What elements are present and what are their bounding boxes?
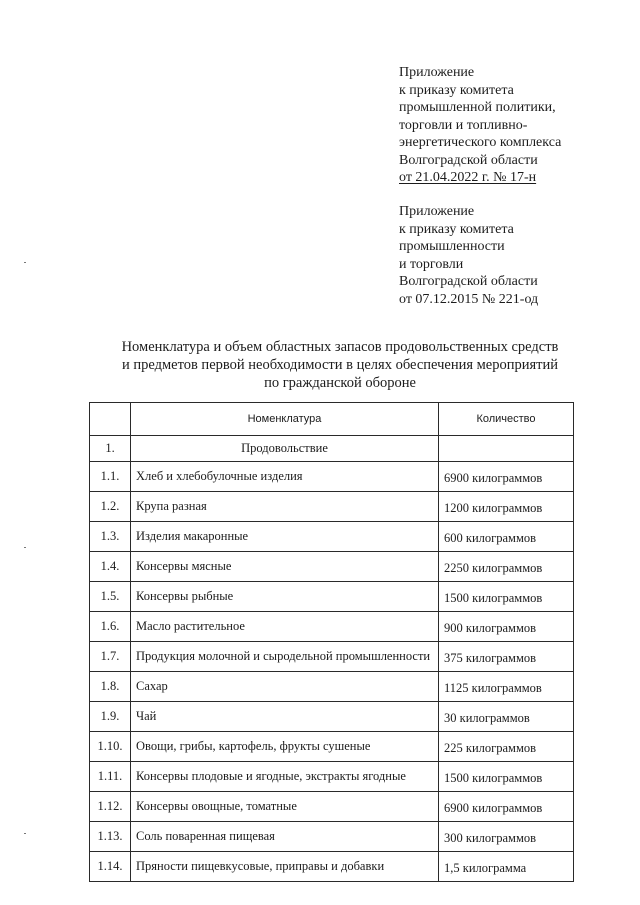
table-row: [90, 642, 574, 672]
title-line: по гражданской обороне: [264, 375, 416, 391]
row-quantity: 1,5 килограмма: [439, 852, 574, 882]
table-row: [90, 582, 574, 612]
appendix-line: к приказу комитета: [399, 221, 514, 237]
row-number: 1.6.: [90, 612, 131, 642]
title-line: и предметов первой необходимости в целях обеспечения мероприятий: [121, 357, 559, 373]
header-nomenclature: Номенклатура: [131, 403, 439, 436]
row-quantity: 2250 килограммов: [439, 552, 574, 582]
appendix-line: промышленности: [399, 239, 505, 254]
row-number: 1.5.: [90, 582, 131, 612]
row-nomenclature: Изделия макаронные: [131, 522, 439, 552]
appendix-current-order: [399, 64, 561, 187]
appendix-line: к приказу комитета: [399, 82, 514, 98]
appendix-original-order: [399, 203, 538, 308]
row-nomenclature: Чай: [131, 702, 439, 732]
row-quantity: 6900 килограммов: [439, 462, 574, 492]
row-nomenclature: Консервы овощные, томатные: [131, 792, 439, 822]
table-row: [90, 762, 574, 792]
row-number: 1.4.: [90, 552, 131, 582]
scan-mark: [24, 262, 26, 263]
table-row: [90, 522, 574, 552]
appendix-line: Приложение: [399, 65, 475, 80]
row-number: 1.7.: [90, 642, 131, 672]
row-nomenclature: Масло растительное: [131, 612, 439, 642]
appendix-line: Волгоградской области: [399, 152, 538, 168]
table-row: [90, 822, 574, 852]
row-nomenclature: Соль поваренная пищевая: [131, 822, 439, 852]
row-nomenclature: Консервы мясные: [131, 552, 439, 582]
row-number: 1.8.: [90, 672, 131, 702]
row-quantity: 1200 килограммов: [439, 492, 574, 522]
row-nomenclature: Крупа разная: [131, 492, 439, 522]
appendix-line: торговли и топливно-: [399, 117, 528, 133]
row-number: 1.12.: [90, 792, 131, 822]
appendix-line: энергетического комплекса: [399, 135, 562, 150]
document-title: [90, 338, 590, 392]
appendix-line: Волгоградской области: [399, 274, 538, 289]
row-quantity: 375 килограммов: [439, 642, 574, 672]
section-name: Продовольствие: [131, 436, 439, 462]
row-quantity: 30 килограммов: [439, 702, 574, 732]
row-nomenclature: Хлеб и хлебобулочные изделия: [131, 462, 439, 492]
row-nomenclature: Консервы рыбные: [131, 582, 439, 612]
row-number: 1.3.: [90, 522, 131, 552]
table-row: [90, 732, 574, 762]
table-header-row: [90, 403, 574, 436]
appendix-line: Приложение: [399, 204, 475, 219]
table-row: [90, 552, 574, 582]
scan-mark: [24, 833, 26, 834]
header-quantity: Количество: [439, 403, 574, 436]
title-line: Номенклатура и объем областных запасов продовольственных средств: [121, 339, 559, 355]
row-quantity: 900 килограммов: [439, 612, 574, 642]
appendix-line: промышленной политики,: [399, 100, 556, 115]
row-quantity: 600 килограммов: [439, 522, 574, 552]
row-nomenclature: Овощи, грибы, картофель, фрукты сушеные: [131, 732, 439, 762]
row-number: 1.1.: [90, 462, 131, 492]
row-nomenclature: Сахар: [131, 672, 439, 702]
section-quantity: [439, 436, 574, 462]
row-quantity: 6900 килограммов: [439, 792, 574, 822]
header-number: [90, 403, 131, 436]
appendix-line: и торговли: [399, 256, 464, 272]
row-number: 1.11.: [90, 762, 131, 792]
row-number: 1.10.: [90, 732, 131, 762]
row-number: 1.13.: [90, 822, 131, 852]
table-row: [90, 612, 574, 642]
table-row: [90, 492, 574, 522]
row-number: 1.14.: [90, 852, 131, 882]
appendix-date-number: от 21.04.2022 г. № 17-н: [399, 170, 537, 185]
row-quantity: 225 килограммов: [439, 732, 574, 762]
table-row: [90, 462, 574, 492]
table-row: [90, 702, 574, 732]
row-quantity: 1500 килограммов: [439, 762, 574, 792]
table-row: [90, 792, 574, 822]
scan-mark: [24, 547, 26, 548]
table-row: [90, 852, 574, 882]
row-nomenclature: Продукция молочной и сыродельной промышленности: [131, 642, 439, 672]
row-number: 1.9.: [90, 702, 131, 732]
row-quantity: 300 килограммов: [439, 822, 574, 852]
appendix-line: от 07.12.2015 № 221-од: [399, 291, 539, 307]
row-number: 1.2.: [90, 492, 131, 522]
nomenclature-table: [89, 402, 574, 882]
row-nomenclature: Консервы плодовые и ягодные, экстракты ягодные: [131, 762, 439, 792]
section-row: [90, 436, 574, 462]
row-quantity: 1500 килограммов: [439, 582, 574, 612]
section-number: 1.: [90, 436, 131, 462]
table-row: [90, 672, 574, 702]
row-quantity: 1125 килограммов: [439, 672, 574, 702]
row-nomenclature: Пряности пищевкусовые, приправы и добавки: [131, 852, 439, 882]
